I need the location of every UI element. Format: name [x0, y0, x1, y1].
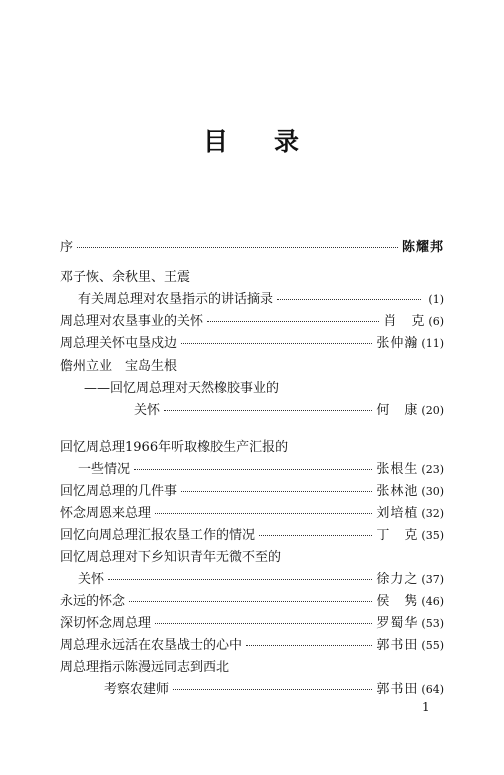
entry-title: 关怀 [134, 403, 161, 418]
entry-title: 周总理对农垦事业的关怀 [60, 314, 204, 329]
toc-line: 儋州立业 宝岛生根 [60, 359, 178, 374]
toc-line: 回忆周总理对下乡知识青年无微不至的 [60, 550, 282, 565]
entry-author: 丁 克 [376, 528, 419, 543]
leader-dots [77, 247, 398, 248]
entry-author: 何 康 [376, 403, 419, 418]
entry-page: (1) [428, 293, 444, 306]
entry-author: 张仲瀚 [376, 336, 419, 351]
toc-line: 邓子恢、余秋里、王震 [60, 270, 191, 285]
leader-dots [181, 491, 372, 492]
toc-entry [60, 524, 444, 543]
entry-page: (20) [421, 404, 444, 417]
toc-entry [60, 236, 444, 255]
leader-dots [173, 689, 372, 690]
toc-entry [104, 678, 444, 697]
entry-author: 刘培植 [376, 506, 419, 521]
entry-author: 罗蜀华 [376, 616, 419, 631]
entry-page: (6) [428, 315, 444, 328]
leader-dots [134, 469, 372, 470]
entry-title: 有关周总理对农垦指示的讲话摘录 [78, 292, 274, 307]
toc-entry [60, 634, 444, 653]
entry-page: (53) [421, 617, 444, 630]
toc-line: 回忆周总理1966年听取橡胶生产汇报的 [60, 440, 289, 455]
entry-page: (30) [421, 485, 444, 498]
leader-dots [277, 299, 421, 300]
entry-title: 深切怀念周总理 [60, 616, 152, 631]
leader-dots [155, 623, 372, 624]
entry-title: 回忆周总理的几件事 [60, 484, 178, 499]
toc-entry [78, 458, 444, 477]
entry-title: 关怀 [78, 572, 105, 587]
entry-title: 怀念周恩来总理 [60, 506, 152, 521]
toc-entry [60, 480, 444, 499]
entry-author: 徐力之 [376, 572, 419, 587]
entry-author: 郭书田 [376, 682, 419, 697]
entry-title: 序 [60, 240, 74, 255]
toc-entry [60, 332, 444, 351]
entry-page: (23) [421, 463, 444, 476]
entry-title: 周总理永远活在农垦战士的心中 [60, 638, 243, 653]
leader-dots [181, 343, 372, 344]
leader-dots [164, 410, 372, 411]
entry-title: 一些情况 [78, 462, 131, 477]
entry-author: 张林池 [376, 484, 419, 499]
entry-author: 张根生 [376, 462, 419, 477]
toc-entry [78, 288, 444, 307]
entry-author: 侯 隽 [376, 594, 419, 609]
title-char-2: 录 [274, 127, 302, 156]
toc-line: 周总理指示陈漫远同志到西北 [60, 660, 230, 675]
entry-page: (35) [421, 529, 444, 542]
leader-dots [207, 321, 379, 322]
entry-page: (32) [421, 507, 444, 520]
leader-dots [129, 601, 372, 602]
toc-line: ——回忆周总理对天然橡胶事业的 [84, 381, 280, 396]
page-number: 1 [422, 700, 430, 714]
entry-author: 肖 克 [383, 314, 426, 329]
toc-entry [60, 612, 444, 631]
entry-title: 永远的怀念 [60, 594, 126, 609]
entry-page: (37) [421, 573, 444, 586]
entry-title: 周总理关怀屯垦戍边 [60, 336, 178, 351]
page-title [0, 122, 504, 158]
toc-entry [60, 310, 444, 329]
entry-title: 回忆向周总理汇报农垦工作的情况 [60, 528, 256, 543]
entry-page: (64) [421, 683, 444, 696]
leader-dots [259, 535, 372, 536]
title-char-1: 目 [202, 127, 230, 156]
entry-page: (11) [421, 337, 444, 350]
leader-dots [155, 513, 372, 514]
toc-entry [60, 590, 444, 609]
toc-entry [60, 502, 444, 521]
entry-page: (46) [421, 595, 444, 608]
leader-dots [246, 645, 372, 646]
entry-title: 考察农建师 [104, 682, 170, 697]
toc-entry [134, 399, 444, 418]
entry-author: 陈耀邦 [401, 240, 444, 255]
entry-page: (55) [421, 639, 444, 652]
leader-dots [108, 579, 372, 580]
toc-entry [78, 568, 444, 587]
entry-author: 郭书田 [376, 638, 419, 653]
